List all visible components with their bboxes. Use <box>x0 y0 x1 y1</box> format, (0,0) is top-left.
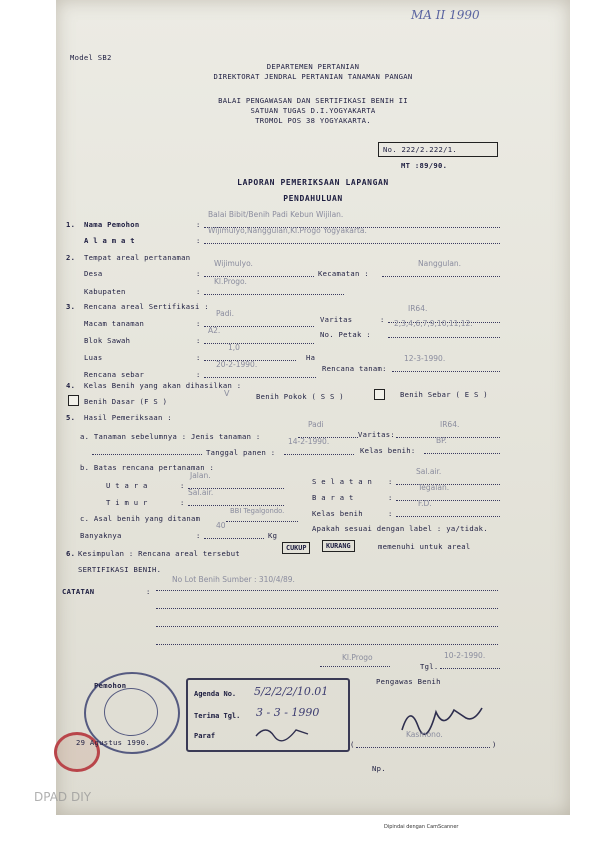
previous-variety-label: Varitas: <box>358 430 396 439</box>
agenda-label: Agenda No. <box>194 690 237 698</box>
harvest-date-value: 14-2-1990. <box>288 437 330 446</box>
kilogram-unit: Kg <box>268 531 278 540</box>
north-label: U t a r a <box>106 481 148 490</box>
east-value: Sal.air. <box>188 488 214 497</box>
notes-colon: : <box>146 587 151 596</box>
extension-seed-label: Benih Sebar ( E S ) <box>400 390 488 399</box>
foundation-seed-checkbox[interactable] <box>68 395 79 406</box>
notes-value: No Lot Benih Sumber : 310/4/89. <box>172 575 295 584</box>
applicant-address-label: A l a m a t <box>84 236 135 245</box>
harvest-date-label: Tanggal panen : <box>206 448 276 457</box>
label-match-question: Apakah sesuai dengan label : ya/tidak. <box>312 524 488 533</box>
previous-crop-label: a. Tanaman sebelumnya : Jenis tanaman : <box>80 432 261 441</box>
insufficient-option[interactable]: KURANG <box>322 540 355 552</box>
paraf-label: Paraf <box>194 732 216 740</box>
section-number: 2. <box>66 253 76 262</box>
sign-place: Kl.Progo <box>342 653 373 662</box>
variety-value: IR64. <box>408 304 428 313</box>
section-number: 5. <box>66 413 76 422</box>
crop-type-label: Macam tanaman <box>84 319 145 328</box>
seed-class-label: Kelas Benih yang akan dihasilkan : <box>84 381 242 390</box>
header-line-4: SATUAN TUGAS D.I.YOGYAKARTA <box>250 106 376 115</box>
kecamatan-label: Kecamatan : <box>318 269 369 278</box>
planting-plan-value: 12-3-1990. <box>404 354 446 363</box>
inspector-title: Pengawas Benih <box>376 677 441 686</box>
scanner-footer: Dipindai dengan CamScanner <box>384 824 459 830</box>
notes-label: CATATAN <box>62 587 95 596</box>
foundation-seed-label: Benih Dasar (F S ) <box>84 397 168 406</box>
block-value: A2. <box>208 326 221 335</box>
header-line-2: DIREKTORAT JENDRAL PERTANIAN TANAMAN PANGAN <box>213 72 413 81</box>
model-label: Model SB2 <box>70 53 112 62</box>
check-mark: V <box>224 389 230 398</box>
plot-number-value: 2,3,4,6,7,9,10,11,12. <box>394 319 473 328</box>
section-number: 1. <box>66 220 76 229</box>
received-date-label: Terima Tgl. <box>194 712 241 720</box>
handwritten-archive-code: MA II 1990 <box>411 8 480 22</box>
previous-class-value: BP. <box>436 436 447 445</box>
section-number: 3. <box>66 302 76 311</box>
extension-seed-checkbox[interactable] <box>374 389 385 400</box>
conclusion-rest: memenuhi untuk areal <box>378 542 471 551</box>
kabupaten-value: Kl.Progo. <box>214 277 247 286</box>
certification-area-label: Rencana areal Sertifikasi : <box>84 302 209 311</box>
inspector-name: Kasmono. <box>406 730 443 739</box>
applicant-date: 29 Agustus 1990. <box>76 738 151 747</box>
west-label: B a r a t <box>312 493 354 502</box>
sufficient-option[interactable]: CUKUP <box>282 542 310 554</box>
conclusion-line-2: SERTIFIKASI BENIH. <box>78 565 162 574</box>
sign-date: 10-2-1990. <box>444 651 486 660</box>
east-label: T i m u r <box>106 498 148 507</box>
desa-value: Wijimulyo. <box>214 259 253 268</box>
area-label: Luas <box>84 353 103 362</box>
applicant-title: Pemohon <box>94 681 127 690</box>
boundaries-label: b. Batas rencana pertanaman : <box>80 463 215 472</box>
section-number: 6. <box>66 549 76 558</box>
applicant-name-value: Balai Bibit/Benih Padi Kebun Wijilan. <box>208 210 344 219</box>
west-value: Tegalan. <box>418 483 450 492</box>
sowing-plan-label: Rencana sebar <box>84 370 145 379</box>
planting-plan-label: Rencana tanam: <box>322 364 387 373</box>
quantity-value: 40 <box>216 521 226 530</box>
seed-origin-label: c. Asal benih yang ditanam <box>80 514 201 523</box>
section-number: 4. <box>66 381 76 390</box>
stock-seed-label: Benih Pokok ( S S ) <box>256 392 344 401</box>
planting-season: MT :89/90. <box>401 161 448 170</box>
previous-variety-value: IR64. <box>440 420 460 429</box>
desa-label: Desa <box>84 269 103 278</box>
page-title: LAPORAN PEMERIKSAAN LAPANGAN <box>237 178 389 187</box>
page-subtitle: PENDAHULUAN <box>283 194 343 203</box>
inspection-results-label: Hasil Pemeriksaan : <box>84 413 172 422</box>
variety-label: Varitas <box>320 315 353 324</box>
plot-number-label: No. Petak : <box>320 330 371 339</box>
south-value: Sal.air. <box>416 467 442 476</box>
hectare-unit: Ha <box>306 353 316 362</box>
kabupaten-label: Kabupaten <box>84 287 126 296</box>
paraf-signature-icon <box>252 722 312 742</box>
document-number-box <box>378 142 498 157</box>
origin-class-value: F.D. <box>418 499 432 508</box>
applicant-name-label: Nama Pemohon <box>84 220 140 229</box>
header-line-1: DEPARTEMEN PERTANIAN <box>266 62 360 71</box>
header-line-3: BALAI PENGAWASAN DAN SERTIFIKASI BENIH II <box>218 96 408 105</box>
previous-class-label: Kelas benih: <box>360 446 416 455</box>
sowing-plan-value: 20-2-1990. <box>216 360 258 369</box>
location-label: Tempat areal pertanaman <box>84 253 191 262</box>
block-label: Blok Sawah <box>84 336 131 345</box>
document-sheet: MA II 1990 Model SB2 DEPARTEMEN PERTANIAN DIREKTORAT JENDRAL PERTANIAN TANAMAN PANGAN BALAI PENGAWASAN DAN SERTIFIKASI BENIH II SATUAN TUGAS D.I.YOGYAKARTA TROMOL POS 38 YOGYAKARTA. No. 222/2.222/1. MT :89/90. LAPORAN PEMERIKSAAN LAPANGAN PENDAHULUAN 1. Nama Pemohon A l a m a t : : Balai Bibit/Benih Padi Kebun Wijilan. Wijimulyo,Nanggulan,Kl.Progo Yogyakarta. 2. Tempat areal pertanaman Desa : Wijimulyo. Kecamatan : Nanggulan. Kabupaten : Kl.Progo. 3. Rencana areal Sertifikasi : Macam tanaman : Padi. Varitas : IR64. Blok Sawah : A2. No. Petak : 2,3,4,6,7,9,10,11,12. Luas : 1,0 Ha Rencana sebar : 20-2-1990. Rencana tanam: 12-3-1990. 4. Kelas Benih yang akan dihasilkan : Benih Dasar (F S ) V Benih Pokok ( S S ) Benih Sebar ( E S ) 5. Hasil Pemeriksaan : a. Tanaman sebelumnya : Jenis tanaman : Padi Varitas: IR64. Tanggal panen : 14-2-1990. Kelas benih: BP. b. Batas rencana pertanaman : U t a r a : Jalan. S e l a t a n : Sal.air. T i m u r : Sal.air. B a r a t : Tegalan. c. Asal benih yang ditanam BBI Tegalgondo. Kelas benih : F.D. Banyaknya : 40 Kg Apakah sesuai dengan label : ya/tidak. 6. Kesimpulan : Rencana areal tersebut CUKUP KURANG memenuhi untuk areal SERTIFIKASI BENIH. CATATAN : No Lot Benih Sumber : 310/4/89. Kl.Progo Tgl. 10-2-1990. Pengawas Benih Pemohon Agenda No. 5/2/2/2/10.01 Terima Tgl. 3 - 3 - 1990 Paraf 29 Agustus 1990. ( ) Kasmono. Np. DPAD DIY <box>56 0 570 815</box>
previous-crop-value: Padi <box>308 420 324 429</box>
received-date-value: 3 - 3 - 1990 <box>256 706 320 719</box>
area-value: 1,0 <box>228 343 240 352</box>
watermark: DPAD DIY <box>34 790 92 804</box>
quantity-label: Banyaknya <box>80 531 122 540</box>
document-number: No. 222/2.222/1. <box>383 145 458 154</box>
seed-origin-value: BBI Tegalgondo. <box>230 507 285 515</box>
inspector-nip-label: Np. <box>372 764 386 773</box>
crop-type-value: Padi. <box>216 309 235 318</box>
conclusion-label: Kesimpulan : Rencana areal tersebut <box>78 549 240 558</box>
origin-class-label: Kelas benih <box>312 509 363 518</box>
sign-date-label: Tgl. <box>420 662 439 671</box>
kecamatan-value: Nanggulan. <box>418 259 462 268</box>
north-value: Jalan. <box>190 471 211 480</box>
agenda-value: 5/2/2/2/10.01 <box>254 685 329 698</box>
south-label: S e l a t a n <box>312 477 373 486</box>
applicant-address-value: Wijimulyo,Nanggulan,Kl.Progo Yogyakarta. <box>208 226 367 235</box>
header-line-5: TROMOL POS 38 YOGYAKARTA. <box>255 116 371 125</box>
